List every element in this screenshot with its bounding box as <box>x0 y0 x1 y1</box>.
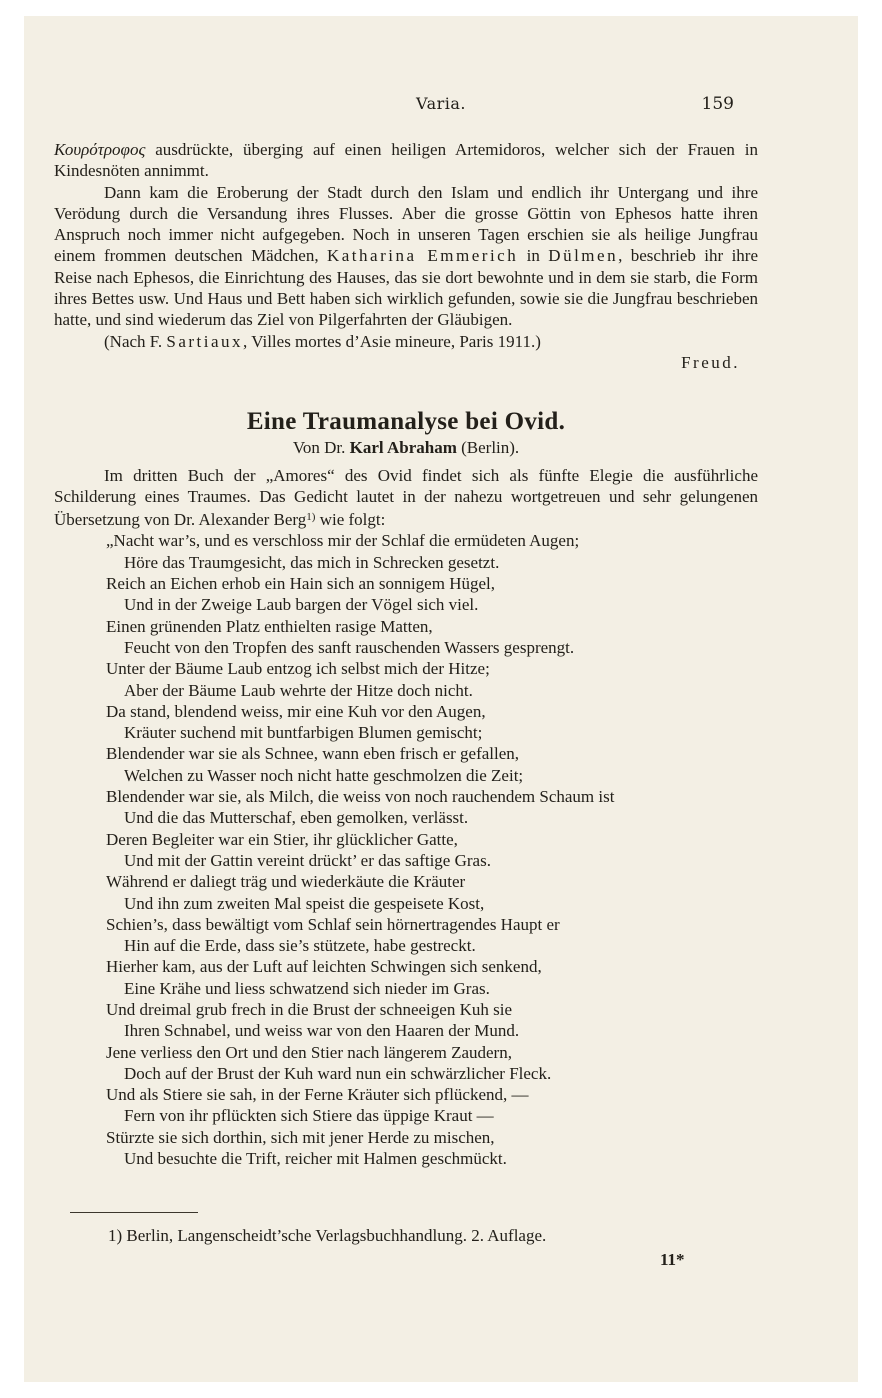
poem-line: Und als Stiere sie sah, in der Ferne Kräuter sich pflückend, — <box>106 1085 529 1105</box>
spaced-name: Katharina Emmerich <box>326 246 519 266</box>
poem-line: Und mit der Gattin vereint drückt’ er das saftige Gras. <box>124 850 491 870</box>
poem-line: Reich an Eichen erhob ein Hain sich an sonnigem Hügel, <box>106 574 495 594</box>
poem-line: Während er daliegt träg und wiederkäute die Kräuter <box>106 872 466 892</box>
intro-text: wie folgt: <box>315 510 386 530</box>
byline-suffix: (Berlin). <box>456 438 520 458</box>
footnote-marker: 1) <box>108 1226 123 1245</box>
poem-line: Und in der Zweige Laub bargen der Vögel sich viel. <box>124 595 479 615</box>
poem-line: „Nacht war’s, und es verschloss mir der Schlaf die ermüdeten Augen; <box>106 531 580 551</box>
article-byline <box>54 437 758 458</box>
poem-line: Aber der Bäume Laub wehrte der Hitze doch nicht. <box>124 680 473 700</box>
poem-line: Blendender war sie als Schnee, wann eben frisch er gefallen, <box>106 744 520 764</box>
poem-line: Deren Begleiter war ein Stier, ihr glücklicher Gatte, <box>106 829 458 849</box>
page-body <box>54 139 758 1169</box>
footnote <box>108 1226 546 1246</box>
poem-line: Einen grünenden Platz enthielten rasige Matten, <box>106 616 433 636</box>
poem-line: Unter der Bäume Laub entzog ich selbst mich der Hitze; <box>106 659 490 679</box>
greek-word: Κουρότροφος <box>54 140 146 159</box>
paragraph-text: in <box>518 246 549 266</box>
paragraph-text: , beschrieb ihr ihre Reise nach Ephesos, die Einrichtung des Hauses, das sie dort bewohnte und in dem sie starb, die Form ihres Bettes usw. Und Haus und Bett haben sich wirklich gefunden, sowie sie die Jungfrau beschrieben hatte, und sind wiederum das Ziel von Pilgerfahrten der Gläubigen. <box>54 246 759 330</box>
poem-line: Und dreimal grub frech in die Brust der schneeigen Kuh sie <box>106 999 512 1019</box>
poem-line: Jene verliess den Ort und den Stier nach längerem Zaudern, <box>106 1042 512 1062</box>
footnote-reference: 1) <box>306 511 316 524</box>
paragraph-text: Dann kam die Eroberung der Stadt durch den Islam und endlich ihr Untergang und ihre Verödung durch die Versandung ihres Flusses. Aber die grosse Göttin von Ephesos hatte ihren Anspruch noch immer nicht aufgegeben. Noch in unseren Tagen erschien sie als heilige Jungfrau einem frommen deutschen Mädchen, <box>54 182 758 266</box>
paragraph-continuation <box>54 139 758 182</box>
poem-line: Hierher kam, aus der Luft auf leichten Schwingen sich senkend, <box>106 957 542 977</box>
spaced-name: Dülmen <box>548 246 619 266</box>
poem-line: Kräuter suchend mit buntfarbigen Blumen gemischt; <box>124 723 483 743</box>
intro-text: Im dritten Buch der „Amores“ des Ovid findet sich als fünfte Elegie die ausführliche Schilderung eines Traumes. Das Gedicht lautet in der nahezu wortgetreuen und sehr gelungenen Übersetzung von Dr. Alexander Berg <box>54 465 758 530</box>
paragraph-text: ausdrückte, überging auf einen heiligen Artemidoros, welcher sich der Frauen in Kindesnöten annimmt. <box>54 140 758 181</box>
paragraph-ephesos <box>54 182 758 331</box>
poem-line: Blendender war sie, als Milch, die weiss von noch rauchendem Schaum ist <box>106 787 615 807</box>
citation-text: (Nach F. <box>104 331 167 351</box>
poem-line: Höre das Traumgesicht, das mich in Schrecken gesetzt. <box>124 552 500 572</box>
source-citation <box>54 331 758 352</box>
poem-line: Da stand, blendend weiss, mir eine Kuh vor den Augen, <box>106 701 486 721</box>
article-intro <box>54 465 758 531</box>
page-number: 159 <box>701 94 734 114</box>
citation-text: , Villes mortes d’Asie mineure, Paris 1911.) <box>243 331 541 351</box>
running-title: Varia. <box>415 94 466 113</box>
poem-line: Stürzte sie sich dorthin, sich mit jener Herde zu mischen, <box>106 1127 495 1147</box>
signature-mark: 11* <box>660 1250 685 1269</box>
poem-line: Doch auf der Brust der Kuh ward nun ein schwärzlicher Fleck. <box>124 1063 552 1083</box>
poem-line: Welchen zu Wasser noch nicht hatte geschmolzen die Zeit; <box>124 765 524 785</box>
byline-prefix: Von Dr. <box>292 438 350 458</box>
poem-line: Und ihn zum zweiten Mal speist die gespeisete Kost, <box>124 893 485 913</box>
footnote-text: Berlin, Langenscheidt’sche Verlagsbuchhandlung. 2. Auflage. <box>122 1226 547 1245</box>
article-title: Eine Traumanalyse bei Ovid. <box>246 408 566 436</box>
poem-line: Hin auf die Erde, dass sie’s stützete, habe gestreckt. <box>124 936 476 956</box>
spaced-name: Sartiaux <box>166 331 244 351</box>
author-signature: Freud. <box>681 352 740 372</box>
poem-line: Ihren Schnabel, und weiss war von den Haaren der Mund. <box>124 1021 520 1041</box>
book-page <box>24 16 858 1382</box>
poem-line: Schien’s, dass bewältigt vom Schlaf sein hörnertragendes Haupt er <box>106 914 560 934</box>
poem-line: Eine Krähe und liess schwatzend sich nieder im Gras. <box>124 978 490 998</box>
byline-author: Karl Abraham <box>349 438 457 458</box>
poem <box>54 530 758 1169</box>
running-head <box>24 94 858 118</box>
poem-line: Fern von ihr pflückten sich Stiere das üppige Kraut — <box>124 1106 494 1126</box>
poem-line: Und besuchte die Trift, reicher mit Halmen geschmückt. <box>124 1149 507 1169</box>
footnote-divider <box>70 1212 198 1213</box>
poem-line: Und die das Mutterschaf, eben gemolken, verlässt. <box>124 808 469 828</box>
poem-line: Feucht von den Tropfen des sanft rauschenden Wassers gesprengt. <box>124 637 575 657</box>
